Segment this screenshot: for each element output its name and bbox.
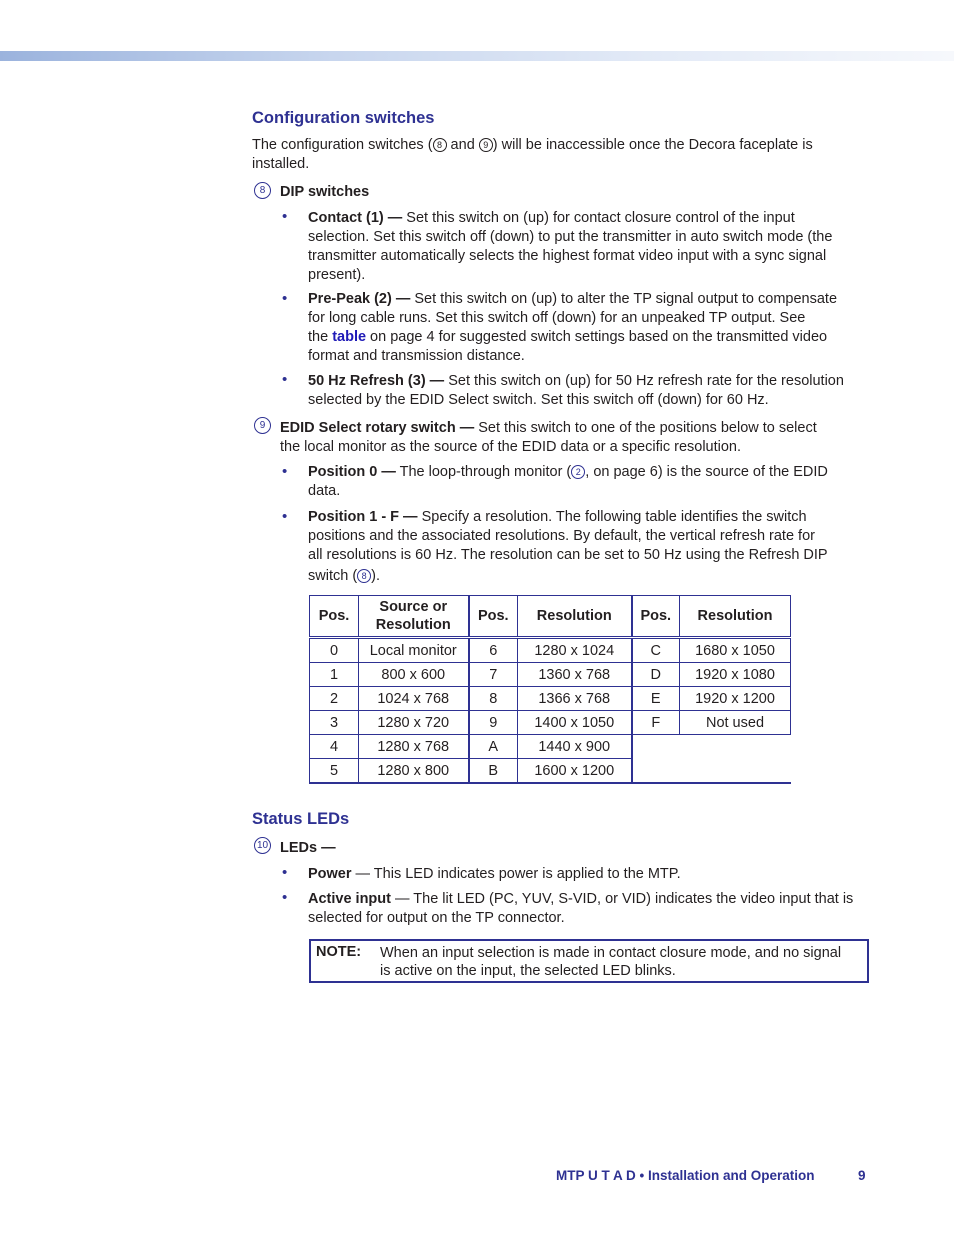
section-title-configuration-switches: Configuration switches — [252, 109, 435, 127]
bullet-icon: • — [282, 290, 288, 307]
table-cell: 1280 x 720 — [359, 711, 469, 735]
callout-8-icon: 8 — [254, 182, 271, 199]
table-cell-empty — [680, 759, 791, 784]
table-cell: 7 — [469, 663, 518, 687]
table-cell: D — [632, 663, 680, 687]
table-cell: F — [632, 711, 680, 735]
table-cell: 3 — [310, 711, 359, 735]
table-cell-empty — [632, 759, 680, 784]
table-row — [310, 711, 791, 735]
header-resolution: Resolution — [518, 596, 632, 638]
table-row — [310, 759, 791, 784]
edid-item: EDID Select rotary switch — Set this switch to one of the positions below to select the local monitor as the source of the EDID data or a specific resolution. — [280, 420, 817, 455]
table-cell: 1280 x 768 — [359, 735, 469, 759]
table-cell: C — [632, 638, 680, 663]
table-cell: 1024 x 768 — [359, 687, 469, 711]
table-cell: 8 — [469, 687, 518, 711]
table-row — [310, 663, 791, 687]
table-cell: Local monitor — [359, 638, 469, 663]
table-cell: 1280 x 800 — [359, 759, 469, 784]
header-pos: Pos. — [632, 596, 680, 638]
table-cell: A — [469, 735, 518, 759]
header-pos: Pos. — [469, 596, 518, 638]
header-pos: Pos. — [310, 596, 359, 638]
callout-ref-icon[interactable]: 2 — [571, 465, 585, 479]
table-cell: 1440 x 900 — [518, 735, 632, 759]
bullet-icon: • — [282, 371, 288, 388]
callout-10-icon: 10 — [254, 837, 271, 854]
header-resolution: Resolution — [680, 596, 791, 638]
bullet-icon: • — [282, 208, 288, 225]
bullet-icon: • — [282, 889, 288, 906]
table-cell: 9 — [469, 711, 518, 735]
config-intro: The configuration switches ( 8 and 9 ) will be inaccessible once the Decora faceplate is installed. — [252, 137, 813, 172]
table-cell-empty — [632, 735, 680, 759]
note-box — [309, 939, 869, 983]
table-cell-empty — [680, 735, 791, 759]
callout-9-icon: 9 — [254, 417, 271, 434]
table-row — [310, 735, 791, 759]
bullet-icon: • — [282, 508, 288, 525]
table-cell: 1366 x 768 — [518, 687, 632, 711]
table-cell: 1 — [310, 663, 359, 687]
contact-item: Contact (1) — Set this switch on (up) for contact closure control of the input selection. Set this switch off (down) to put the transmitter in auto switch mode (the transmitter automatically selects the highest format video input with a sync signal present). — [308, 210, 833, 283]
table-cell: 4 — [310, 735, 359, 759]
leds-heading: LEDs — — [280, 840, 336, 856]
table-cell: 1280 x 1024 — [518, 638, 632, 663]
prepeak-item: Pre-Peak (2) — Set this switch on (up) to alter the TP signal output to compensate for long cable runs. Set this switch off (down) for an unpeaked TP output. See the table on page 4 for suggested switch settings based on the transmitted video format and transmission distance. — [308, 291, 838, 364]
header-gradient-bar — [0, 51, 954, 61]
table-cell: 5 — [310, 759, 359, 784]
position-1f-item: Position 1 - F — Specify a resolution. The following table identifies the switch positions and the associated resolutions. By default, the vertical refresh rate for all resolutions is 60 Hz. The resolution can be set to 50 Hz using the Refresh DIP switch ( 8 ). — [308, 509, 828, 584]
table-header-row — [310, 596, 791, 638]
table-cell: E — [632, 687, 680, 711]
active-input-item: Active input — The lit LED (PC, YUV, S-VID, or VID) indicates the video input that is selected for output on the TP connector. — [308, 891, 854, 926]
callout-ref-icon: 9 — [479, 138, 493, 152]
table-cell: 1920 x 1200 — [680, 687, 791, 711]
table-cell: B — [469, 759, 518, 784]
section-title-status-leds: Status LEDs — [252, 810, 350, 828]
callout-ref-icon: 8 — [433, 138, 447, 152]
position-0-item: Position 0 — The loop-through monitor ( 2 , on page 6) is the source of the EDID data. — [308, 464, 828, 499]
table-cell: 1400 x 1050 — [518, 711, 632, 735]
footer-title: MTP U T A D • Installation and Operation — [556, 1168, 815, 1183]
table-row — [310, 687, 791, 711]
table-cell: 800 x 600 — [359, 663, 469, 687]
page-number: 9 — [858, 1168, 866, 1183]
dip-switches-heading: DIP switches — [280, 184, 370, 200]
bullet-icon: • — [282, 463, 288, 480]
bullet-icon: • — [282, 864, 288, 881]
table-cell: 1920 x 1080 — [680, 663, 791, 687]
note-label: NOTE: — [316, 944, 362, 960]
table-cell: Not used — [680, 711, 791, 735]
callout-ref-icon[interactable]: 8 — [357, 569, 371, 583]
table-cell: 1680 x 1050 — [680, 638, 791, 663]
refresh-item: 50 Hz Refresh (3) — Set this switch on (up) for 50 Hz refresh rate for the resolution selected by the EDID Select switch. Set this switch off (down) for 60 Hz. — [308, 373, 844, 408]
resolution-table — [309, 595, 791, 784]
table-cell: 0 — [310, 638, 359, 663]
table-cell: 6 — [469, 638, 518, 663]
table-row — [310, 638, 791, 663]
table-cell: 2 — [310, 687, 359, 711]
power-item: Power — This LED indicates power is applied to the MTP. — [308, 866, 681, 882]
table-link[interactable]: table — [332, 329, 367, 345]
note-text: When an input selection is made in contact closure mode, and no signal is active on the input, the selected LED blinks. — [380, 945, 842, 979]
header-source-or-resolution: Source or Resolution — [359, 596, 469, 638]
table-cell: 1360 x 768 — [518, 663, 632, 687]
table-cell: 1600 x 1200 — [518, 759, 632, 784]
